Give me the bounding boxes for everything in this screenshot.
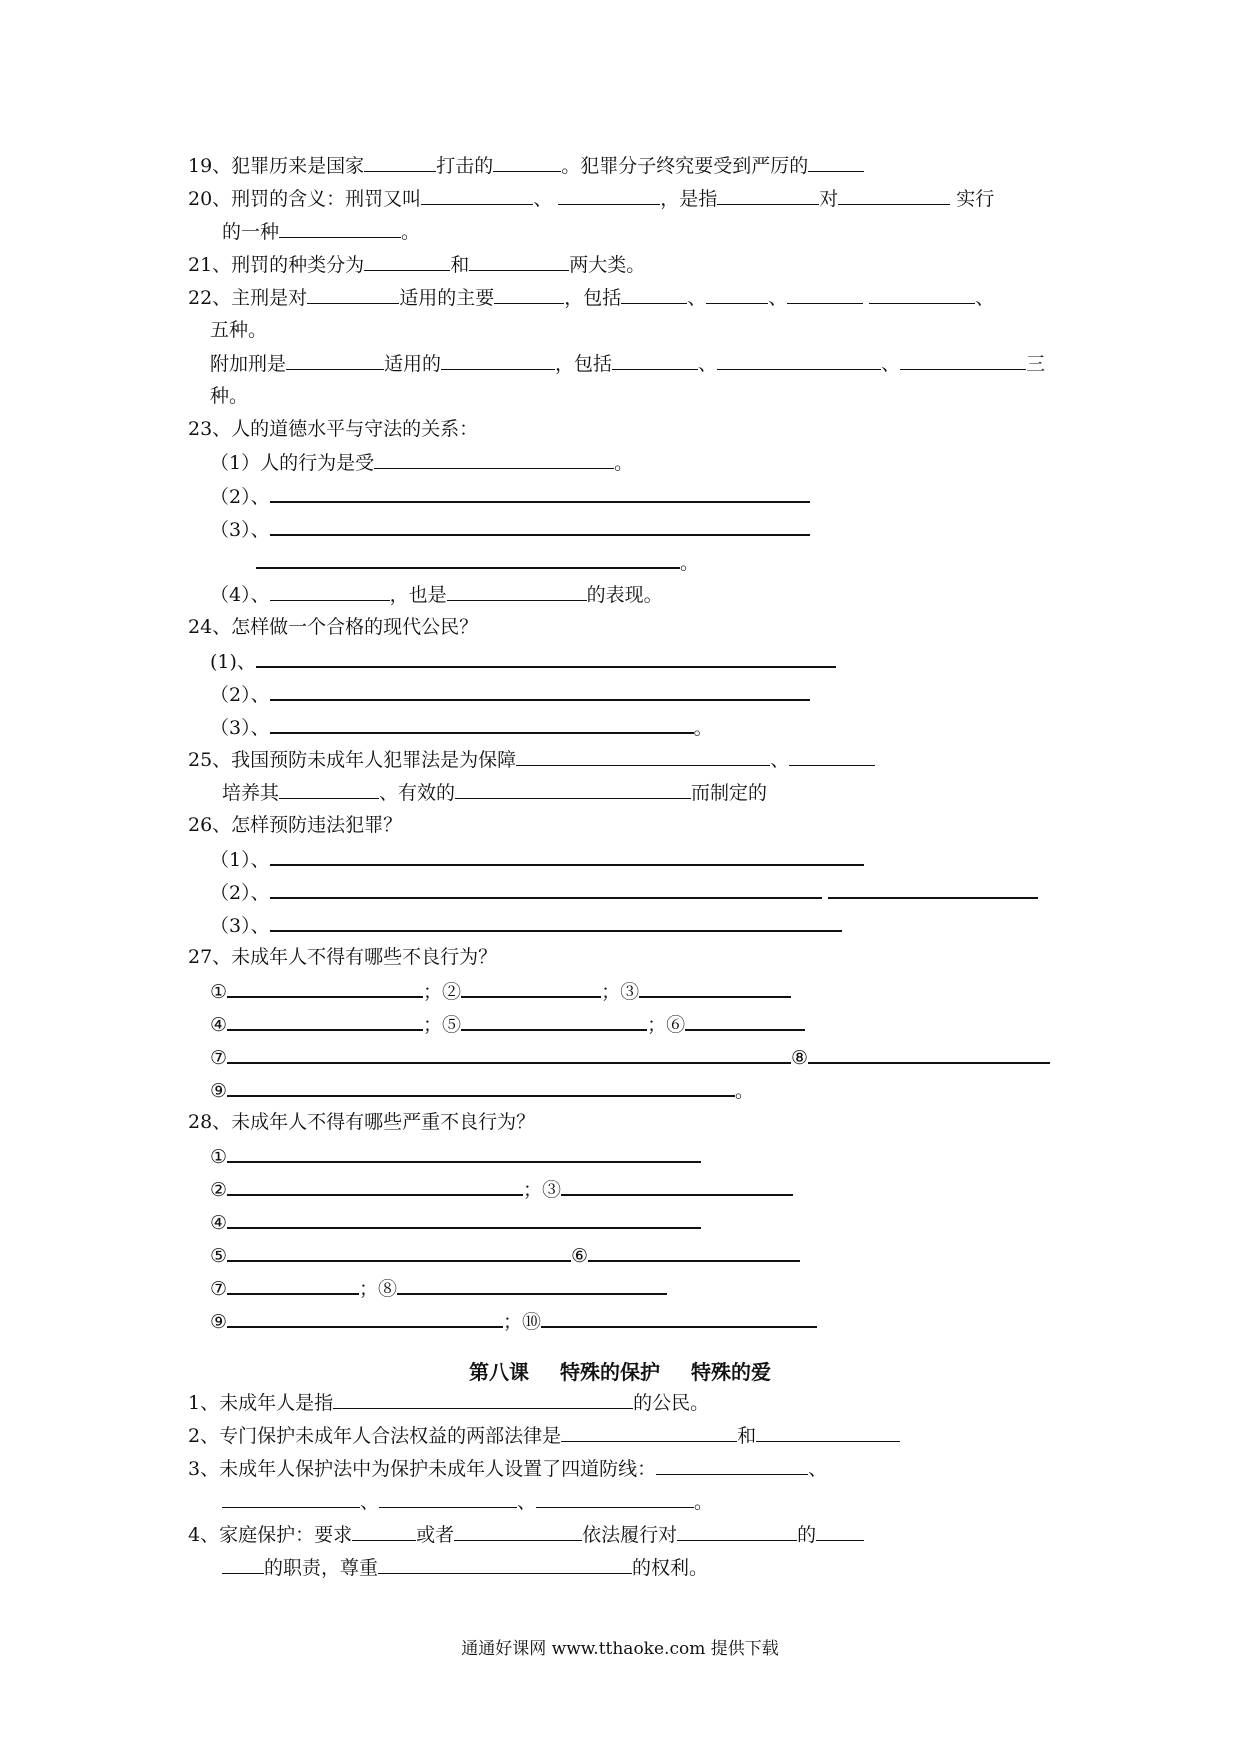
question-text: 适用的 — [384, 353, 442, 375]
answer-blank[interactable] — [352, 1522, 416, 1541]
question-text: 、有效的 — [379, 782, 456, 804]
question-text: 、 — [770, 749, 790, 771]
answer-blank[interactable] — [333, 1390, 633, 1409]
question-text: ② — [210, 1179, 228, 1201]
answer-blank[interactable] — [588, 1242, 800, 1262]
answer-blank[interactable] — [364, 153, 436, 172]
answer-blank[interactable] — [461, 1011, 647, 1031]
question-text: （1）、 — [210, 849, 270, 871]
answer-blank[interactable] — [685, 1011, 805, 1031]
question-text: （2）、 — [210, 684, 270, 706]
question-text: ⑥ — [571, 1245, 589, 1267]
question-text: 19、犯罪历来是国家 — [188, 155, 365, 177]
question-line-q25 — [188, 747, 875, 772]
question-text: （3）、 — [210, 519, 270, 541]
question-line-q26b — [210, 879, 1038, 905]
answer-blank[interactable] — [461, 978, 601, 998]
question-text: 附加刑是 — [210, 353, 287, 375]
question-line-q23c — [210, 516, 810, 542]
question-text: 、 — [808, 1458, 828, 1480]
question-text: 、 — [517, 1491, 537, 1513]
question-text: 3、未成年人保护法中为保护未成年人设置了四道防线： — [188, 1458, 657, 1480]
question-text: 25、我国预防未成年人犯罪法是为保障 — [188, 749, 517, 771]
question-line-l3 — [188, 1456, 827, 1481]
question-text: 五种。 — [210, 319, 268, 341]
answer-blank[interactable] — [279, 219, 401, 238]
question-text: ⑨ — [210, 1311, 228, 1333]
answer-blank[interactable] — [639, 978, 791, 998]
question-text: （1）人的行为是受 — [210, 452, 375, 474]
question-line-q28e — [210, 1275, 667, 1301]
answer-blank[interactable] — [270, 912, 842, 932]
question-text: 的表现。 — [586, 584, 663, 606]
question-line-q27a — [210, 978, 791, 1004]
answer-blank[interactable] — [227, 1275, 359, 1295]
question-line-q27d — [210, 1077, 754, 1103]
answer-blank[interactable] — [656, 1456, 808, 1475]
question-text: ；② — [423, 981, 462, 1003]
answer-blank[interactable] — [270, 879, 822, 899]
answer-blank[interactable] — [227, 1176, 523, 1196]
question-text: （2）、 — [210, 882, 270, 904]
question-line-l1 — [188, 1390, 709, 1415]
question-text: 23、人的道德水平与守法的关系： — [188, 418, 479, 440]
question-line-l4b — [222, 1555, 708, 1580]
answer-blank[interactable] — [227, 1011, 423, 1031]
question-line-q19 — [188, 153, 864, 178]
question-line-q28 — [188, 1110, 535, 1134]
question-text: （3）、 — [210, 717, 270, 739]
answer-blank[interactable] — [270, 681, 810, 701]
answer-blank[interactable] — [270, 714, 694, 734]
question-line-q24a — [210, 648, 836, 674]
question-text: 。 — [401, 221, 421, 243]
answer-blank[interactable] — [307, 285, 399, 304]
answer-blank[interactable] — [787, 285, 863, 304]
question-text: ⑨ — [210, 1080, 228, 1102]
question-text: ；⑥ — [647, 1014, 686, 1036]
question-line-q22c — [210, 351, 1045, 376]
answer-blank[interactable] — [270, 516, 810, 536]
question-text: 和 — [737, 1425, 757, 1447]
answer-blank[interactable] — [455, 780, 691, 799]
question-text: 。犯罪分子终究要受到严厉的 — [561, 155, 809, 177]
question-line-q28d — [210, 1242, 800, 1268]
question-line-q22b — [210, 318, 267, 342]
answer-blank[interactable] — [717, 186, 819, 205]
question-text: 三 — [1026, 353, 1046, 375]
answer-blank[interactable] — [808, 153, 864, 172]
answer-blank[interactable] — [227, 1308, 503, 1328]
answer-blank[interactable] — [541, 1308, 817, 1328]
question-text: ⑤ — [210, 1245, 228, 1267]
question-text: 两大类。 — [569, 254, 646, 276]
question-text: 22、主刑是对 — [188, 287, 308, 309]
question-text: 打击的 — [436, 155, 494, 177]
answer-blank[interactable] — [447, 582, 587, 601]
question-text: ④ — [210, 1212, 228, 1234]
answer-blank[interactable] — [222, 1489, 360, 1508]
question-text: 。 — [694, 1491, 714, 1513]
question-text: ④ — [210, 1014, 228, 1036]
question-text: 实行 — [950, 188, 995, 210]
question-text: ；⑩ — [503, 1311, 542, 1333]
lesson-number: 第八课 — [469, 1360, 530, 1384]
question-text: （2）、 — [210, 486, 270, 508]
question-text: ，包括 — [555, 353, 613, 375]
question-line-q28f — [210, 1308, 817, 1334]
question-text: ⑦ — [210, 1278, 228, 1300]
answer-blank[interactable] — [789, 747, 875, 766]
question-text: 20、刑罚的含义：刑罚又叫 — [188, 188, 422, 210]
question-line-q20 — [188, 186, 994, 211]
question-line-q28c — [210, 1209, 701, 1235]
question-text: 26、怎样预防违法犯罪？ — [188, 814, 403, 836]
answer-blank[interactable] — [397, 1275, 667, 1295]
question-text: 依法履行对 — [582, 1524, 678, 1546]
answer-blank[interactable] — [421, 186, 533, 205]
question-text: 、 — [975, 287, 995, 309]
question-line-q23a — [210, 450, 633, 475]
answer-blank[interactable] — [516, 747, 770, 766]
answer-blank[interactable] — [494, 285, 564, 304]
question-line-q24 — [188, 615, 478, 639]
question-text: (1)、 — [210, 651, 256, 673]
footer-watermark: 通通好课网 www.tthaoke.com 提供下载 — [461, 1639, 779, 1659]
lesson-title-main: 特殊的保护 — [560, 1360, 660, 1384]
question-line-q28a — [210, 1143, 701, 1169]
answer-blank[interactable] — [378, 1555, 632, 1574]
question-line-q25b — [222, 780, 767, 805]
question-text: ；③ — [523, 1179, 562, 1201]
answer-blank[interactable] — [227, 978, 423, 998]
question-text: 培养其 — [222, 782, 280, 804]
question-line-q24c — [210, 714, 713, 740]
answer-blank[interactable] — [561, 1423, 737, 1442]
answer-blank[interactable] — [227, 1077, 735, 1097]
question-text: ；⑧ — [359, 1278, 398, 1300]
lesson-title-sub: 特殊的爱 — [690, 1360, 771, 1384]
answer-blank[interactable] — [270, 582, 390, 601]
question-text: 21、刑罚的种类分为 — [188, 254, 365, 276]
answer-blank[interactable] — [379, 1489, 517, 1508]
question-text: （3）、 — [210, 915, 270, 937]
question-text: ⑧ — [791, 1047, 809, 1069]
answer-blank[interactable] — [677, 1522, 797, 1541]
question-line-q27c — [210, 1044, 1050, 1070]
answer-blank[interactable] — [279, 780, 379, 799]
question-text: 的职责，尊重 — [264, 1557, 379, 1579]
question-text: 4、家庭保护：要求 — [188, 1524, 353, 1546]
question-text: 。 — [680, 552, 700, 574]
question-line-q23 — [188, 417, 478, 441]
question-text: 的 — [797, 1524, 817, 1546]
question-text: ① — [210, 1146, 228, 1168]
answer-blank[interactable] — [828, 879, 1038, 899]
answer-blank[interactable] — [756, 1423, 900, 1442]
lesson-title — [0, 1356, 1240, 1385]
answer-blank[interactable] — [816, 1522, 864, 1541]
question-line-q27 — [188, 945, 497, 969]
question-text: 、 — [881, 353, 901, 375]
question-text: ，是指 — [660, 188, 718, 210]
answer-blank[interactable] — [536, 1489, 694, 1508]
question-text: ；③ — [601, 981, 640, 1003]
answer-blank[interactable] — [869, 285, 975, 304]
question-text: 、 — [698, 353, 718, 375]
question-text: 对 — [819, 188, 839, 210]
answer-blank[interactable] — [838, 186, 950, 205]
question-text: 、 — [360, 1491, 380, 1513]
answer-blank[interactable] — [808, 1044, 1050, 1064]
answer-blank[interactable] — [270, 483, 810, 503]
answer-blank[interactable] — [561, 1176, 793, 1196]
question-text: ；⑤ — [423, 1014, 462, 1036]
question-text: 、 — [533, 188, 559, 210]
answer-blank[interactable] — [227, 1242, 571, 1262]
answer-blank[interactable] — [621, 285, 687, 304]
question-text: 28、未成年人不得有哪些严重不良行为？ — [188, 1111, 536, 1133]
question-line-l4 — [188, 1522, 864, 1547]
question-text: ，包括 — [564, 287, 622, 309]
answer-blank[interactable] — [256, 648, 836, 668]
question-text: 的一种 — [222, 221, 280, 243]
answer-blank[interactable] — [717, 351, 881, 370]
question-text: 、 — [687, 287, 707, 309]
question-line-q28b — [210, 1176, 793, 1202]
question-line-q23d — [256, 549, 699, 575]
question-text: 适用的主要 — [399, 287, 495, 309]
question-text: 或者 — [416, 1524, 455, 1546]
question-line-l3b — [222, 1489, 713, 1514]
question-line-q24b — [210, 681, 810, 707]
question-line-q27b — [210, 1011, 805, 1037]
answer-blank[interactable] — [374, 450, 614, 469]
question-text: 。 — [614, 452, 634, 474]
answer-blank[interactable] — [286, 351, 384, 370]
answer-blank[interactable] — [227, 1209, 701, 1229]
answer-blank[interactable] — [558, 186, 660, 205]
question-text: 24、怎样做一个合格的现代公民？ — [188, 616, 479, 638]
answer-blank[interactable] — [227, 1143, 701, 1163]
answer-blank[interactable] — [270, 846, 864, 866]
answer-blank[interactable] — [441, 351, 555, 370]
question-text: 的权利。 — [632, 1557, 709, 1579]
answer-blank[interactable] — [900, 351, 1026, 370]
answer-blank[interactable] — [706, 285, 768, 304]
question-text: 的公民。 — [633, 1392, 710, 1414]
answer-blank[interactable] — [256, 549, 680, 569]
question-line-q26 — [188, 813, 402, 837]
answer-blank[interactable] — [364, 252, 450, 271]
answer-blank[interactable] — [493, 153, 561, 172]
question-line-q22 — [188, 285, 994, 310]
question-text: 。 — [735, 1080, 755, 1102]
question-text: 种。 — [210, 385, 249, 407]
question-line-q20b — [222, 219, 420, 244]
question-line-q23e — [210, 582, 663, 607]
question-text: ① — [210, 981, 228, 1003]
question-line-q22d — [210, 384, 248, 408]
question-line-l2 — [188, 1423, 900, 1448]
question-text: 和 — [450, 254, 470, 276]
question-text: 27、未成年人不得有哪些不良行为？ — [188, 946, 498, 968]
question-text: 1、未成年人是指 — [188, 1392, 334, 1414]
answer-blank[interactable] — [222, 1555, 264, 1574]
question-text: 2、专门保护未成年人合法权益的两部法律是 — [188, 1425, 562, 1447]
answer-blank[interactable] — [227, 1044, 791, 1064]
question-text: ⑦ — [210, 1047, 228, 1069]
answer-blank[interactable] — [454, 1522, 582, 1541]
question-text: 而制定的 — [691, 782, 768, 804]
question-text: 。 — [693, 717, 713, 739]
question-text: 、 — [768, 287, 788, 309]
question-text: （4）、 — [210, 584, 270, 606]
question-text: ，也是 — [389, 584, 447, 606]
answer-blank[interactable] — [469, 252, 569, 271]
question-line-q21 — [188, 252, 645, 277]
question-line-q23b — [210, 483, 810, 509]
answer-blank[interactable] — [612, 351, 698, 370]
question-line-q26a — [210, 846, 864, 872]
question-line-q26c — [210, 912, 842, 938]
